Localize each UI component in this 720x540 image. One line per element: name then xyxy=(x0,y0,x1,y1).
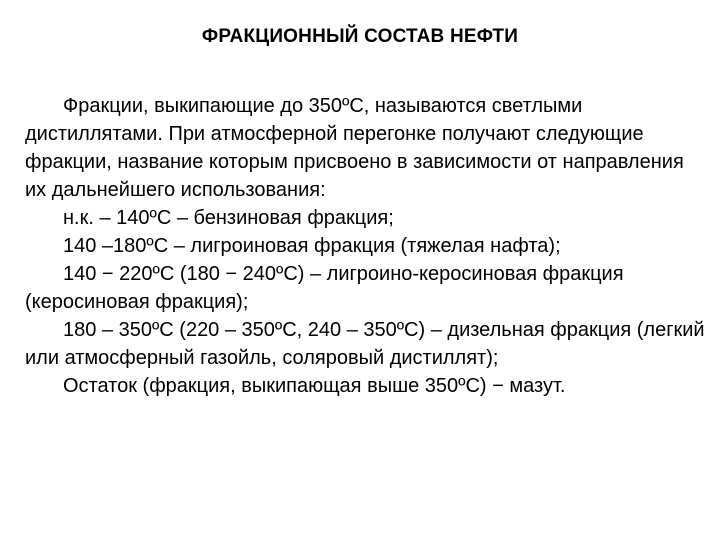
paragraph-ligroin-kerosene-fraction: 140 − 220ºС (180 − 240ºС) – лигроино-керосиновая фракция (керосиновая фракция); xyxy=(25,263,624,313)
paragraph-light-distillates: Фракции, выкипающие до 350ºС, называются светлыми дистиллятами. При атмосферной перегонке получают следующие фракции, название которым присвоено в зависимости от направления их дальнейшего использования: xyxy=(25,95,684,201)
paragraph-residue-fuel-oil: Остаток (фракция, выкипающая выше 350ºС) − мазут. xyxy=(63,375,566,397)
paragraph-diesel-fraction: 180 – 350ºС (220 – 350ºС, 240 – 350ºС) – дизельная фракция (легкий или атмосферный газойль, соляровый дистиллят); xyxy=(25,319,705,369)
slide-title: ФРАКЦИОННЫЙ СОСТАВ НЕФТИ xyxy=(201,26,519,47)
paragraph-gasoline-fraction: н.к. – 140ºС – бензиновая фракция; xyxy=(63,207,394,229)
slide-body xyxy=(25,92,705,400)
paragraph-ligroin-fraction: 140 –180ºС – лигроиновая фракция (тяжелая нафта); xyxy=(63,235,561,257)
